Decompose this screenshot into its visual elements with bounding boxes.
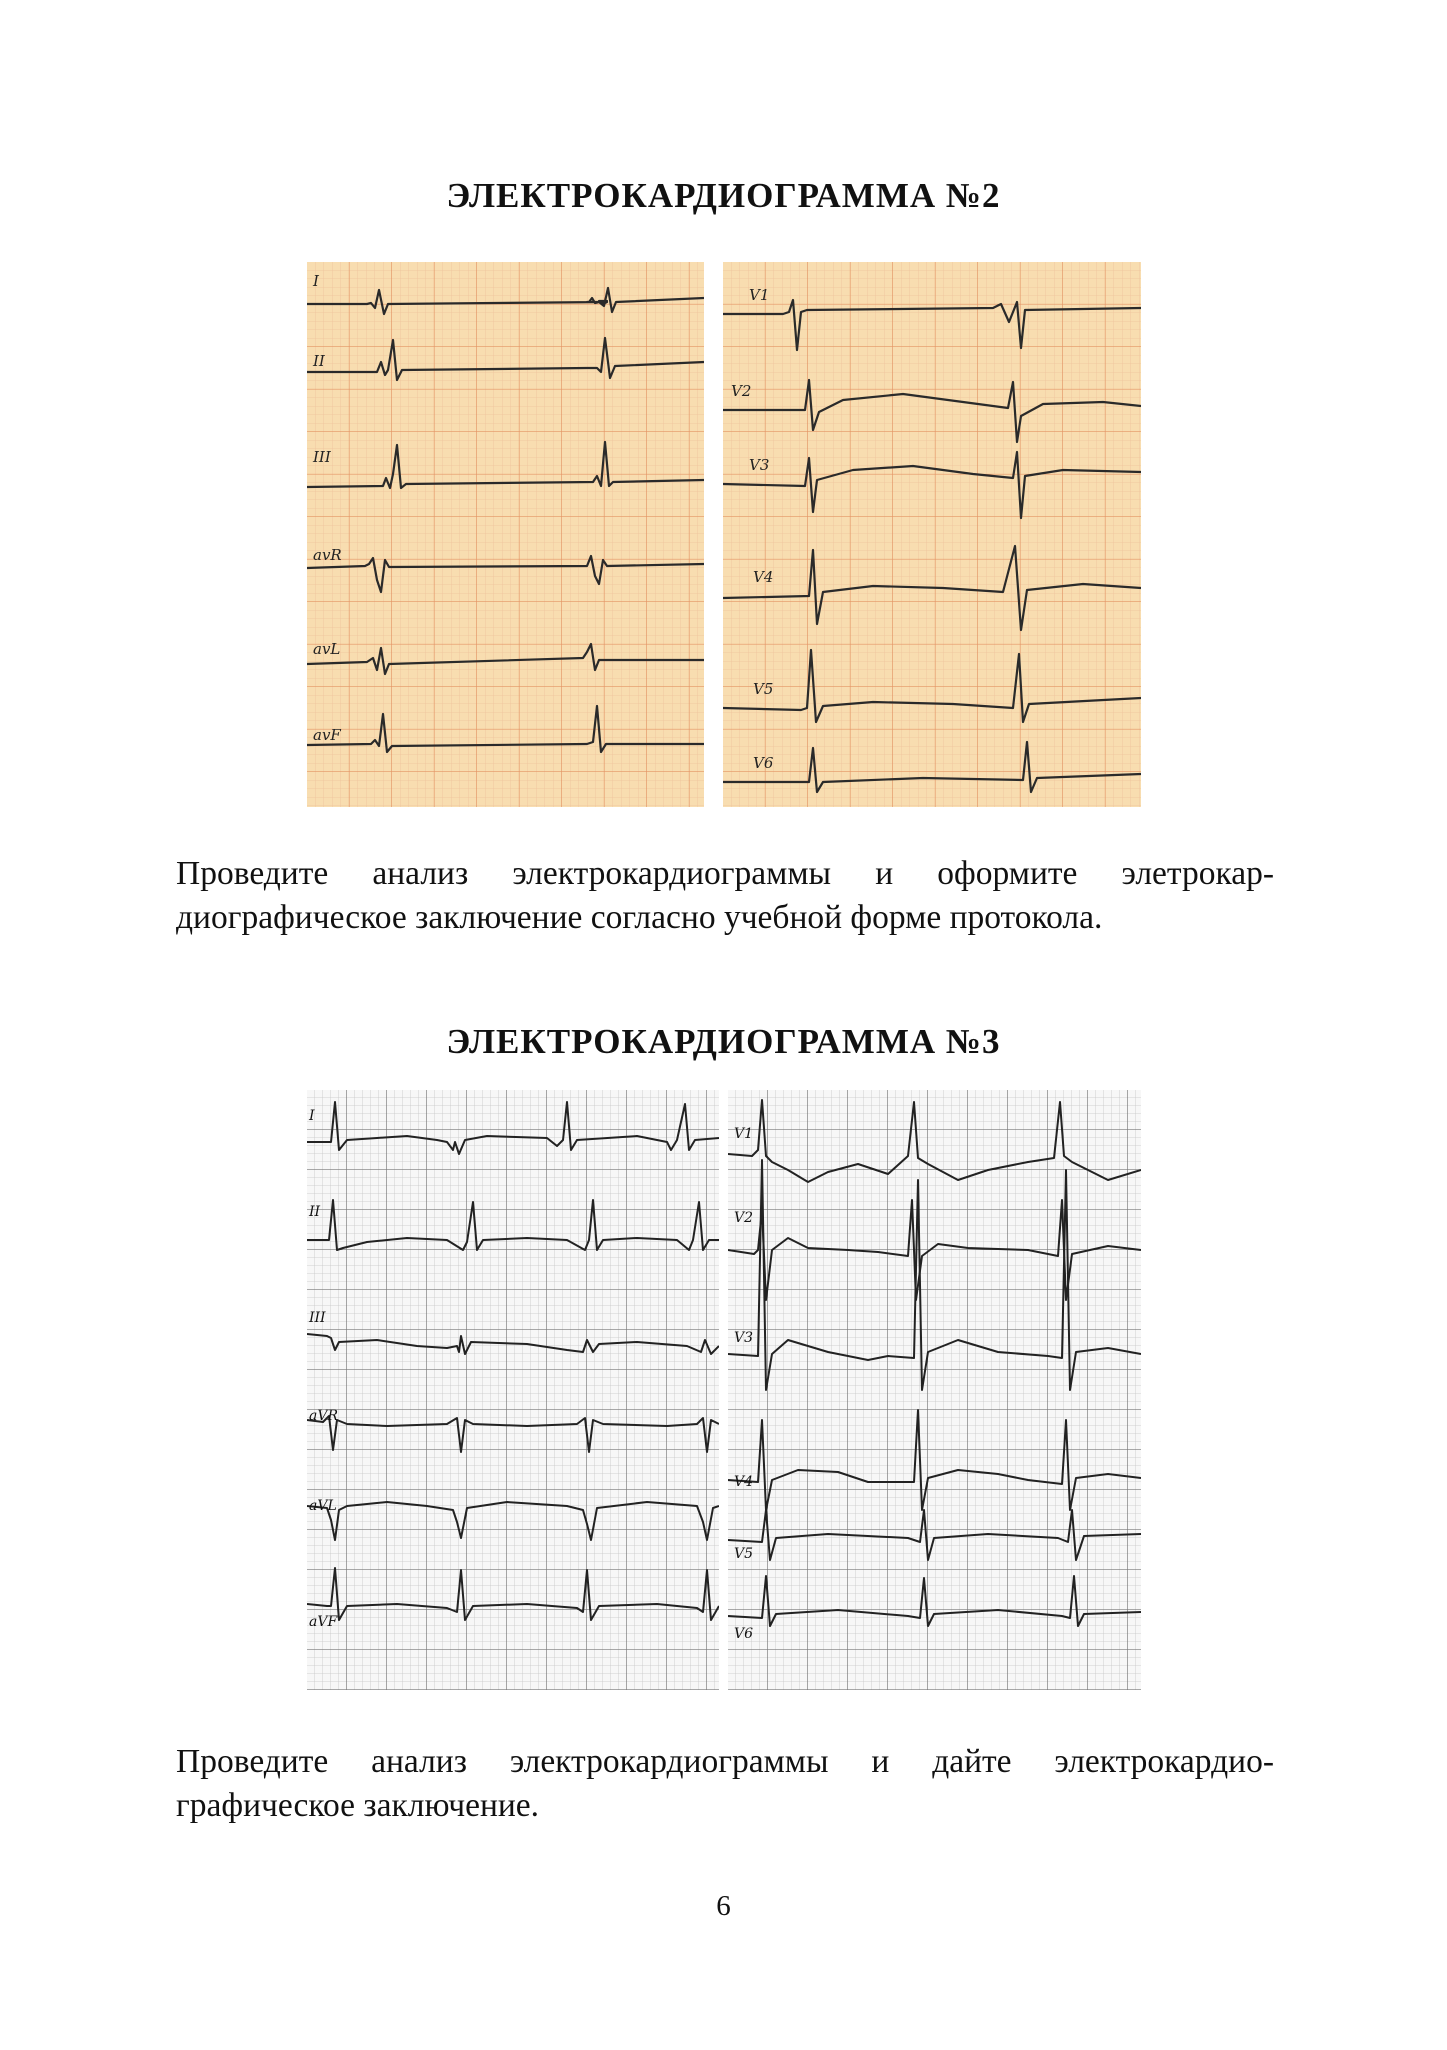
lead-label: II <box>309 1204 321 1220</box>
lead-label: III <box>313 448 331 466</box>
ecg2-task-text: Проведите анализ электрокардиограммы и оформите элетрокар-диографическое заключение согласно учебной форме протокола. <box>176 855 1274 936</box>
lead-label: avL <box>313 640 341 658</box>
ecg2-title: ЭЛЕКТРОКАРДИОГРАММА №2 <box>446 176 1001 215</box>
lead-label: V2 <box>731 382 752 400</box>
lead-label: V5 <box>734 1546 754 1562</box>
lead-label: I <box>313 272 319 290</box>
ecg2-chest-leads-strip <box>723 262 1141 807</box>
lead-label: III <box>309 1310 326 1326</box>
lead-label: aVF <box>309 1614 338 1630</box>
lead-label: avF <box>313 726 341 744</box>
lead-label: V4 <box>734 1474 754 1490</box>
lead-label: V4 <box>753 568 774 586</box>
lead-label: II <box>313 352 325 370</box>
lead-label: aVL <box>309 1498 337 1514</box>
lead-label: V5 <box>753 680 774 698</box>
lead-label: V2 <box>734 1210 754 1226</box>
lead-label: V1 <box>734 1126 754 1142</box>
page-number: 6 <box>716 1890 731 1922</box>
lead-label: V1 <box>749 286 770 304</box>
lead-label: V3 <box>734 1330 754 1346</box>
lead-label: avR <box>313 546 342 564</box>
ecg3-limb-leads-strip <box>307 1090 719 1690</box>
ecg3-chest-leads-strip <box>728 1090 1141 1690</box>
lead-label: V6 <box>734 1626 754 1642</box>
ecg3-task-text: Проведите анализ электрокардиограммы и дайте электрокардио-графическое заключение. <box>176 1743 1274 1824</box>
lead-label: aVR <box>309 1408 338 1424</box>
ecg2-limb-leads-strip <box>307 262 704 807</box>
lead-label: V3 <box>749 456 770 474</box>
ecg3-title: ЭЛЕКТРОКАРДИОГРАММА №3 <box>446 1022 1001 1061</box>
lead-label: I <box>309 1108 315 1124</box>
lead-label: V6 <box>753 754 774 772</box>
